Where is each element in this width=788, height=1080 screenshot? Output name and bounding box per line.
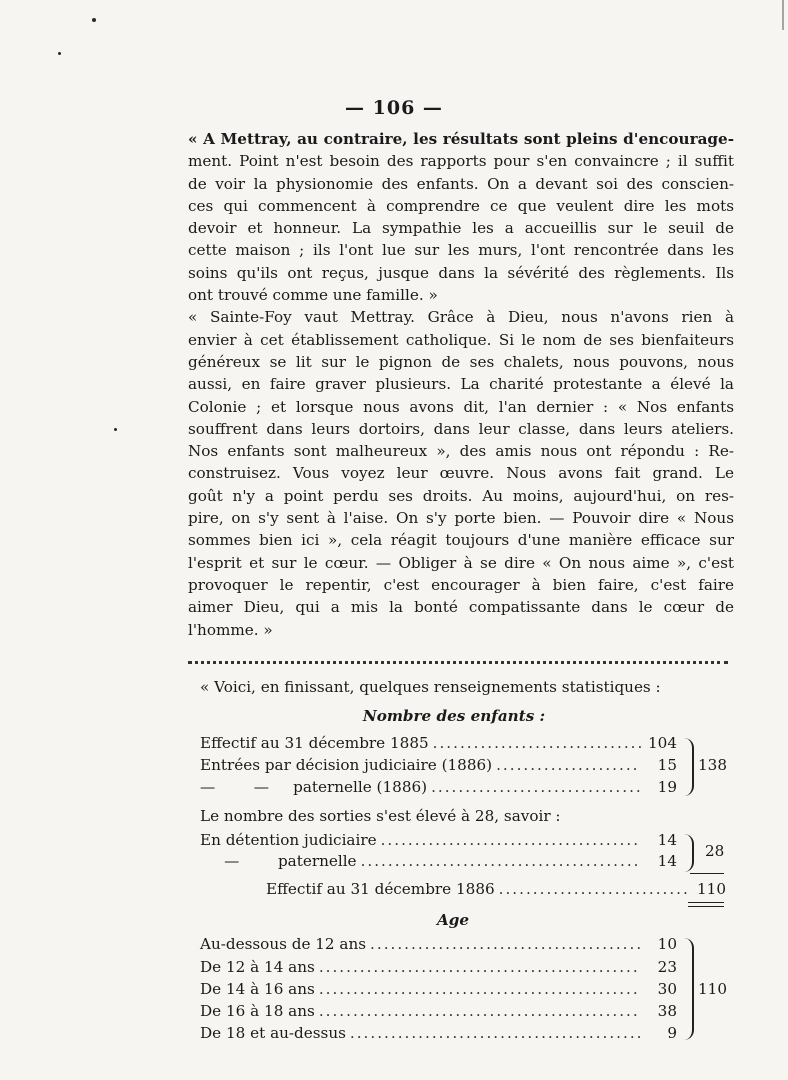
row-label: De 12 à 14 ans <box>200 958 315 976</box>
group-total: 28 <box>705 842 725 860</box>
dot-leader <box>319 958 641 976</box>
text-line: cette maison ; ils l'ont lue sur les murs, l'ont rencontrée dans les <box>188 241 734 260</box>
dotted-separator <box>188 655 728 664</box>
text-line: ces qui commencent à comprendre ce que veulent dire les mots <box>188 196 734 215</box>
text-line: construisez. Vous voyez leur œuvre. Nous avons fait grand. Le <box>188 464 734 483</box>
row-label: — paternelle <box>200 852 357 870</box>
table-row <box>200 852 677 870</box>
text-line: « Sainte-Foy vaut Mettray. Grâce à Dieu, nous n'avons rien à <box>188 308 734 327</box>
table-row <box>200 1002 677 1020</box>
row-label: De 16 à 18 ans <box>200 1002 315 1020</box>
text-line: de voir la physionomie des enfants. On a devant soi des conscien- <box>188 174 734 193</box>
table-row <box>200 756 677 774</box>
row-value: 104 <box>648 734 677 752</box>
dot-leader <box>350 1024 641 1042</box>
text-line: souffrent dans leurs dortoirs, dans leur classe, dans leurs ateliers. <box>188 419 734 438</box>
stats-intro: « Voici, en finissant, quelques renseignements statistiques : <box>200 678 661 696</box>
row-value: 38 <box>657 1002 677 1020</box>
text-line: goût n'y a point perdu ses droits. Au moins, aujourd'hui, on res- <box>188 486 734 505</box>
row-value: 30 <box>657 980 677 998</box>
text-line: Colonie ; et lorsque nous avons dit, l'an dernier : « Nos enfants <box>188 397 734 416</box>
text-line: aimer Dieu, qui a mis la bonté compatissante dans le cœur de <box>188 598 734 617</box>
text-line: sommes bien ici », cela réagit toujours d'une manière efficace sur <box>188 531 734 550</box>
text-line: « A Mettray, au contraire, les résultats sont pleins d'encourage- <box>188 130 734 148</box>
row-label: Effectif au 31 décembre 1886 <box>266 880 495 898</box>
table-row <box>200 1024 677 1042</box>
text-line: aussi, en faire graver plusieurs. La charité protestante a élevé la <box>188 375 734 394</box>
dot-leader <box>381 831 641 849</box>
table-row <box>200 831 677 849</box>
section-heading-age: Age <box>436 911 470 929</box>
curly-bracket <box>682 738 694 796</box>
text-line: ont trouvé comme une famille. » <box>188 286 438 305</box>
ink-speck <box>114 428 117 431</box>
total-rule <box>690 873 724 874</box>
page-number: — 106 — <box>345 97 443 119</box>
sorties-intro: Le nombre des sorties s'est élevé à 28, savoir : <box>200 807 561 825</box>
text-line: généreux se lit sur le pignon de ses chalets, nous pouvons, nous <box>188 352 734 371</box>
row-value: 10 <box>657 935 677 953</box>
text-line: devoir et honneur. La sympathie les a accueillis sur le seuil de <box>188 219 734 238</box>
table-row <box>200 980 677 998</box>
dot-leader <box>499 880 690 898</box>
text-line: envier à cet établissement catholique. Si le nom de ses bienfaiteurs <box>188 330 734 349</box>
row-label: Au-dessous de 12 ans <box>200 935 367 953</box>
curly-bracket <box>682 938 694 1040</box>
group-total: 138 <box>698 756 727 774</box>
text-line: Nos enfants sont malheureux », des amis nous ont répondu : Re- <box>188 442 734 461</box>
row-value: 9 <box>667 1024 677 1042</box>
row-label: En détention judiciaire <box>200 831 377 849</box>
row-label: De 18 et au-dessus <box>200 1024 346 1042</box>
table-row <box>200 935 677 953</box>
curly-bracket <box>682 834 694 872</box>
row-value: 19 <box>657 778 677 796</box>
body-text <box>188 128 734 641</box>
dot-leader <box>319 980 641 998</box>
text-line: soins qu'ils ont reçus, jusque dans la sévérité des règlements. Ils <box>188 263 734 282</box>
text-line: ment. Point n'est besoin des rapports pour s'en convaincre ; il suffit <box>188 152 734 171</box>
dot-leader <box>433 734 641 752</box>
row-label: Effectif au 31 décembre 1885 <box>200 734 429 752</box>
double-rule <box>688 902 724 903</box>
dot-leader <box>431 778 641 796</box>
dot-leader <box>319 1002 641 1020</box>
row-value: 23 <box>657 958 677 976</box>
row-label: De 14 à 16 ans <box>200 980 315 998</box>
dot-leader <box>361 852 641 870</box>
page-corner-mark <box>770 0 784 30</box>
text-line: l'homme. » <box>188 620 273 639</box>
row-value: 15 <box>657 756 677 774</box>
text-line: provoquer le repentir, c'est encourager à bien faire, c'est faire <box>188 575 734 594</box>
row-label: Entrées par décision judiciaire (1886) <box>200 756 493 774</box>
double-rule <box>688 906 724 907</box>
row-label: — — paternelle (1886) <box>200 778 428 796</box>
row-value: 14 <box>657 852 677 870</box>
text-line: l'esprit et sur le cœur. — Obliger à se dire « On nous aime », c'est <box>188 553 734 572</box>
text-line: pire, on s'y sent à l'aise. On s'y porte bien. — Pouvoir dire « Nous <box>188 509 734 528</box>
table-row <box>200 778 677 796</box>
ink-speck <box>92 18 96 22</box>
table-row <box>200 734 677 752</box>
section-heading-enfants: Nombre des enfants : <box>362 707 546 725</box>
group-total: 110 <box>698 980 727 998</box>
dot-leader <box>496 756 641 774</box>
row-value: 110 <box>697 880 726 898</box>
dot-leader <box>370 935 641 953</box>
ink-speck <box>58 52 61 55</box>
table-row <box>200 958 677 976</box>
row-value: 14 <box>657 831 677 849</box>
table-row <box>266 880 726 898</box>
